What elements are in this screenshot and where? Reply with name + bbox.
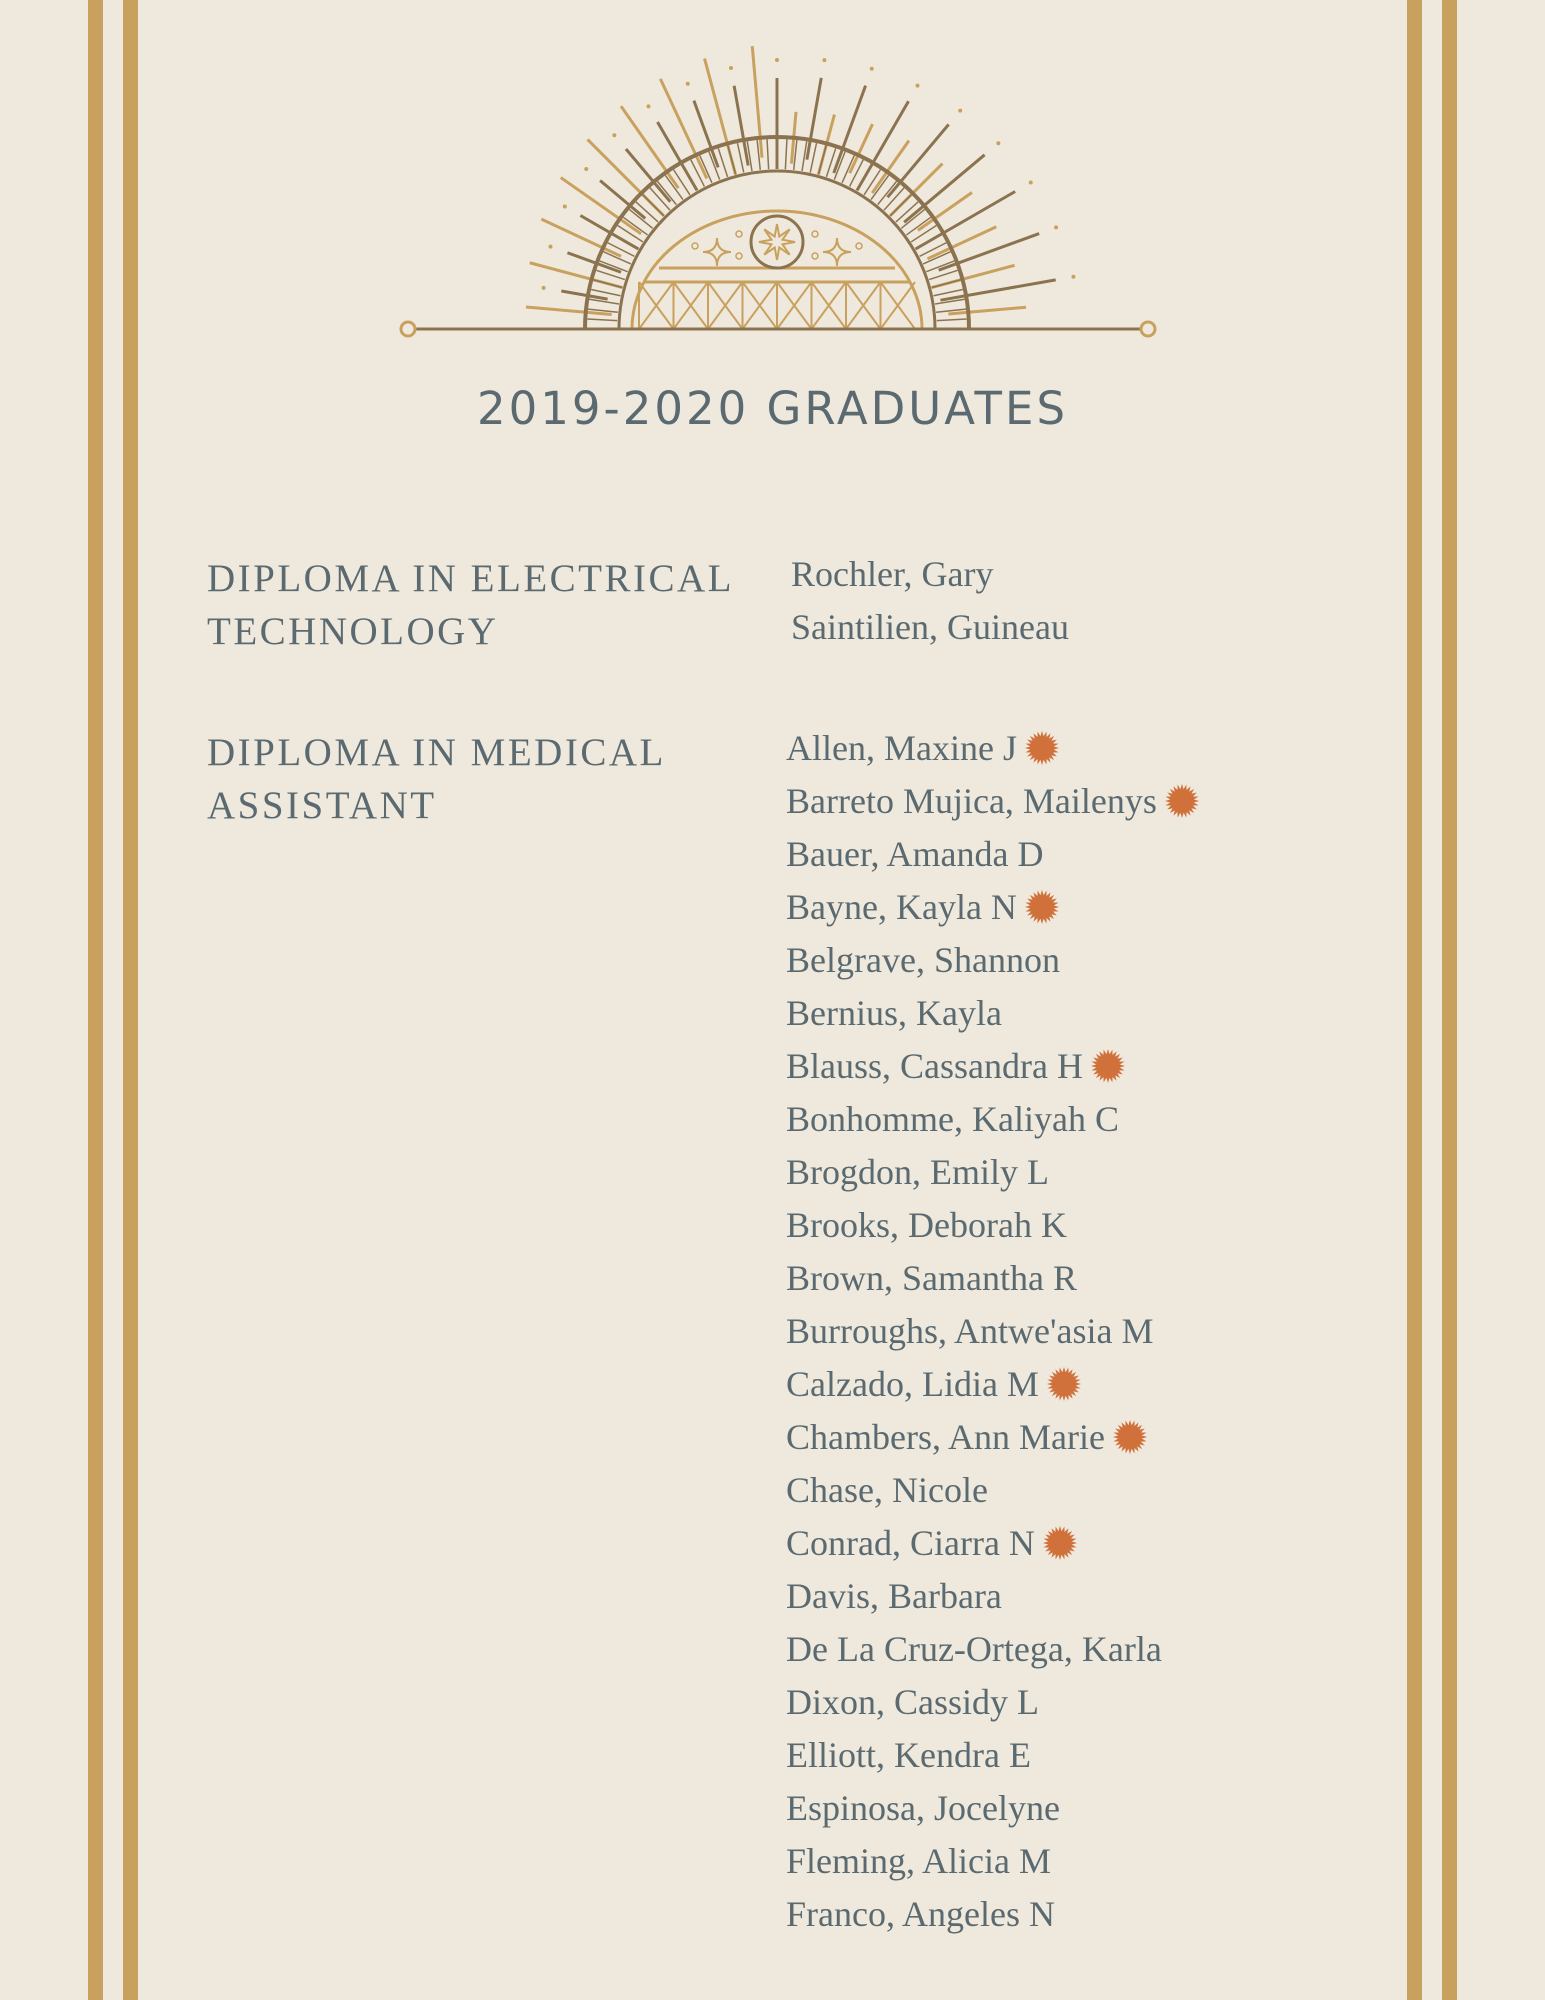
graduate-list-medical: [786, 722, 1201, 1941]
border-stripe-right-outer: [1442, 0, 1457, 2000]
program-heading-line: DIPLOMA IN ELECTRICAL: [207, 557, 734, 600]
graduate-list-item: [786, 881, 1201, 934]
page-title: 2019-2020 GRADUATES: [476, 382, 1069, 435]
graduate-name: Rochler, Gary: [791, 554, 994, 594]
program-heading-electrical: [207, 552, 767, 658]
graduate-list-item: [786, 722, 1201, 775]
graduate-list-item: [786, 1729, 1201, 1782]
graduate-name: Dixon, Cassidy L: [786, 1682, 1040, 1722]
graduate-name: Bayne, Kayla N: [786, 887, 1017, 927]
graduate-list-item: [786, 1358, 1201, 1411]
graduate-list-item: [786, 1570, 1201, 1623]
program-heading-line: ASSISTANT: [207, 784, 437, 827]
graduate-name: Espinosa, Jocelyne: [786, 1788, 1060, 1828]
graduate-list-item: [791, 601, 1069, 654]
graduate-list-item: [786, 1199, 1201, 1252]
graduate-name: Chase, Nicole: [786, 1470, 988, 1510]
graduate-list-item: [786, 1146, 1201, 1199]
graduate-name: Barreto Mujica, Mailenys: [786, 781, 1157, 821]
border-stripe-right-inner: [1407, 0, 1422, 2000]
graduate-name: Brooks, Deborah K: [786, 1205, 1067, 1245]
graduate-name: De La Cruz-Ortega, Karla: [786, 1629, 1162, 1669]
graduate-list-item: [791, 548, 1069, 601]
graduate-list-item: [786, 1040, 1201, 1093]
graduate-list-item: [786, 775, 1201, 828]
graduate-name: Fleming, Alicia M: [786, 1841, 1051, 1881]
graduate-name: Blauss, Cassandra H: [786, 1046, 1083, 1086]
graduate-name: Bonhomme, Kaliyah C: [786, 1099, 1119, 1139]
graduate-name: Bernius, Kayla: [786, 993, 1002, 1033]
graduate-name: Bauer, Amanda D: [786, 834, 1044, 874]
graduate-list-item: [786, 987, 1201, 1040]
border-stripe-left-outer: [88, 0, 103, 2000]
graduate-name: Calzado, Lidia M: [786, 1364, 1039, 1404]
graduate-list-item: [786, 1517, 1201, 1570]
graduate-list-item: [786, 1464, 1201, 1517]
program-heading-medical: [207, 726, 767, 832]
sun-seal-icon: [1111, 1418, 1149, 1456]
sun-seal-icon: [1041, 1524, 1079, 1562]
graduate-list-item: [786, 1305, 1201, 1358]
program-heading-line: DIPLOMA IN MEDICAL: [207, 731, 666, 774]
graduate-name: Davis, Barbara: [786, 1576, 1002, 1616]
graduate-list-item: [786, 1411, 1201, 1464]
graduate-name: Conrad, Ciarra N: [786, 1523, 1035, 1563]
graduate-name: Franco, Angeles N: [786, 1894, 1055, 1934]
graduate-list-item: [786, 1835, 1201, 1888]
graduate-list-item: [786, 1782, 1201, 1835]
graduate-list-item: [786, 1676, 1201, 1729]
graduate-list-item: [786, 934, 1201, 987]
sunburst-arch-icon: [380, 20, 1160, 345]
sun-seal-icon: [1023, 729, 1061, 767]
graduate-list-item: [786, 1888, 1201, 1941]
sun-seal-icon: [1045, 1365, 1083, 1403]
graduate-name: Saintilien, Guineau: [791, 607, 1069, 647]
graduate-list-item: [786, 1252, 1201, 1305]
program-heading-line: TECHNOLOGY: [207, 610, 499, 653]
graduate-name: Brogdon, Emily L: [786, 1152, 1049, 1192]
graduate-name: Allen, Maxine J: [786, 728, 1017, 768]
graduate-name: Chambers, Ann Marie: [786, 1417, 1105, 1457]
graduate-list-item: [786, 1623, 1201, 1676]
sun-seal-icon: [1023, 888, 1061, 926]
graduate-list-item: [786, 1093, 1201, 1146]
graduate-list-item: [786, 828, 1201, 881]
graduate-name: Brown, Samantha R: [786, 1258, 1077, 1298]
sun-seal-icon: [1163, 782, 1201, 820]
graduate-name: Belgrave, Shannon: [786, 940, 1060, 980]
graduate-name: Elliott, Kendra E: [786, 1735, 1031, 1775]
sun-seal-icon: [1089, 1047, 1127, 1085]
graduate-name: Burroughs, Antwe'asia M: [786, 1311, 1154, 1351]
graduate-list-electrical: [791, 548, 1069, 654]
border-stripe-left-inner: [123, 0, 138, 2000]
